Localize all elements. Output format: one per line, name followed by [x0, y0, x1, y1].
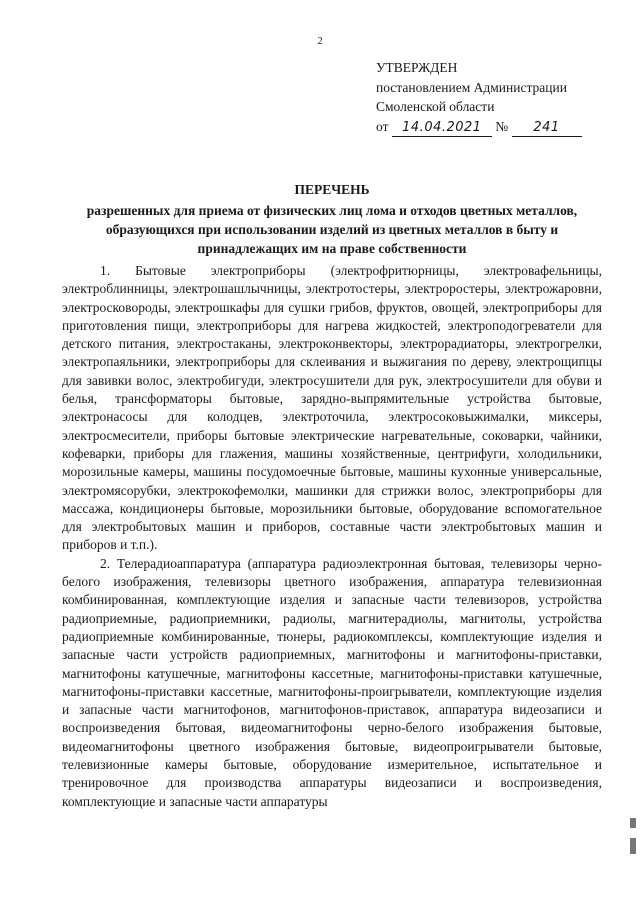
document-subtitle: разрешенных для приема от физических лиц лома и отходов цветных металлов, образующихся при использовании изделий из цветных металлов в быту и принадлежащих им на праве собственности — [86, 203, 578, 256]
paragraph-1: 1. Бытовые электроприборы (электрофритюрницы, электровафельницы, электроблинницы, электрошашлычницы, электротостеры, электроростеры, электрожаровни, электросковороды, электрошкафы для сушки грибов, фруктов, овощей, электроприборы для приготовления пищи, электроприборы для нагрева жидкостей, электроподогреватели для детского питания, электростаканы, электроконвекторы, электрорадиаторы, электрогрелки, электропаяльники, электроприборы для склеивания и выжигания по дереву, электрощипцы для завивки волос, электробигуди, электросушители для рук, электросушители для обуви и белья, трансформаторы бытовые, зарядно-выпрямительные устройства бытовые, электронасосы для колодцев, электроточила, электросоковыжималки, миксеры, электросмесители, приборы бытовые электрические нагревательные, соковарки, чайники, кофеварки, приборы для глажения, машины хозяйственные, центрифуги, холодильники, морозильные камеры, машины посудомоечные бытовые, машины кухонные универсальные, электромясорубки, электрокофемолки, машинки для стрижки волос, электроприборы для массажа, кондиционеры бытовые, морозильники бытовые, оборудование вспомогательное для электробытовых машин и приборов, составные части электробытовых машин и приборов и т.п.). — [62, 263, 602, 553]
scan-edge-mark — [630, 818, 636, 828]
approval-line-2: Смоленской области — [376, 99, 495, 114]
title-block — [62, 180, 602, 258]
date-prefix: от — [376, 118, 389, 134]
approval-line-1: постановлением Администрации — [376, 79, 567, 95]
number-prefix: № — [495, 118, 509, 134]
number-value: 241 — [512, 120, 582, 137]
approval-heading: УТВЕРЖДЕН — [376, 60, 458, 75]
date-value: 14.04.2021 — [392, 120, 492, 137]
paragraph-2: 2. Телерадиоаппаратура (аппаратура радиоэлектронная бытовая, телевизоры черно-белого изображения, телевизоры цветного изображения, аппаратура телевизионная комбинированная, комплектующие изделия и запасные части телевизоров, устройства радиоприемные, радиоприемники, радиолы, магнитерадиолы, магнитолы, устройства радиоприемные комбинированные, тюнеры, радиокомплексы, комплектующие изделия и запасные части устройств радиоприемных, магнитофоны и магнитофоны-приставки, магнитофоны катушечные, магнитофоны кассетные, магнитофоны-приставки катушечные, магнитофоны-приставки кассетные, магнитофоны-проигрыватели, комплектующие изделия и запасные части магнитофонов, магнитофонов-приставок, аппаратура видеозаписи и воспроизведения бытовая, видеомагнитофоны черно-белого изображения бытовые, видеомагнитофоны цветного изображения бытовые, видеопроигрыватели бытовые, телевизионные камеры бытовые, оборудование измерительное, испытательное и тренировочное для производства аппаратуры видеозаписи и воспроизведения, комплектующие и запасные части аппаратуры — [62, 555, 602, 809]
page-number: 2 — [317, 35, 323, 47]
document-title: ПЕРЕЧЕНЬ — [294, 182, 370, 197]
document-body — [62, 262, 602, 811]
approval-block — [376, 58, 616, 137]
scan-edge-mark — [630, 838, 636, 854]
approval-date-line — [376, 117, 616, 137]
